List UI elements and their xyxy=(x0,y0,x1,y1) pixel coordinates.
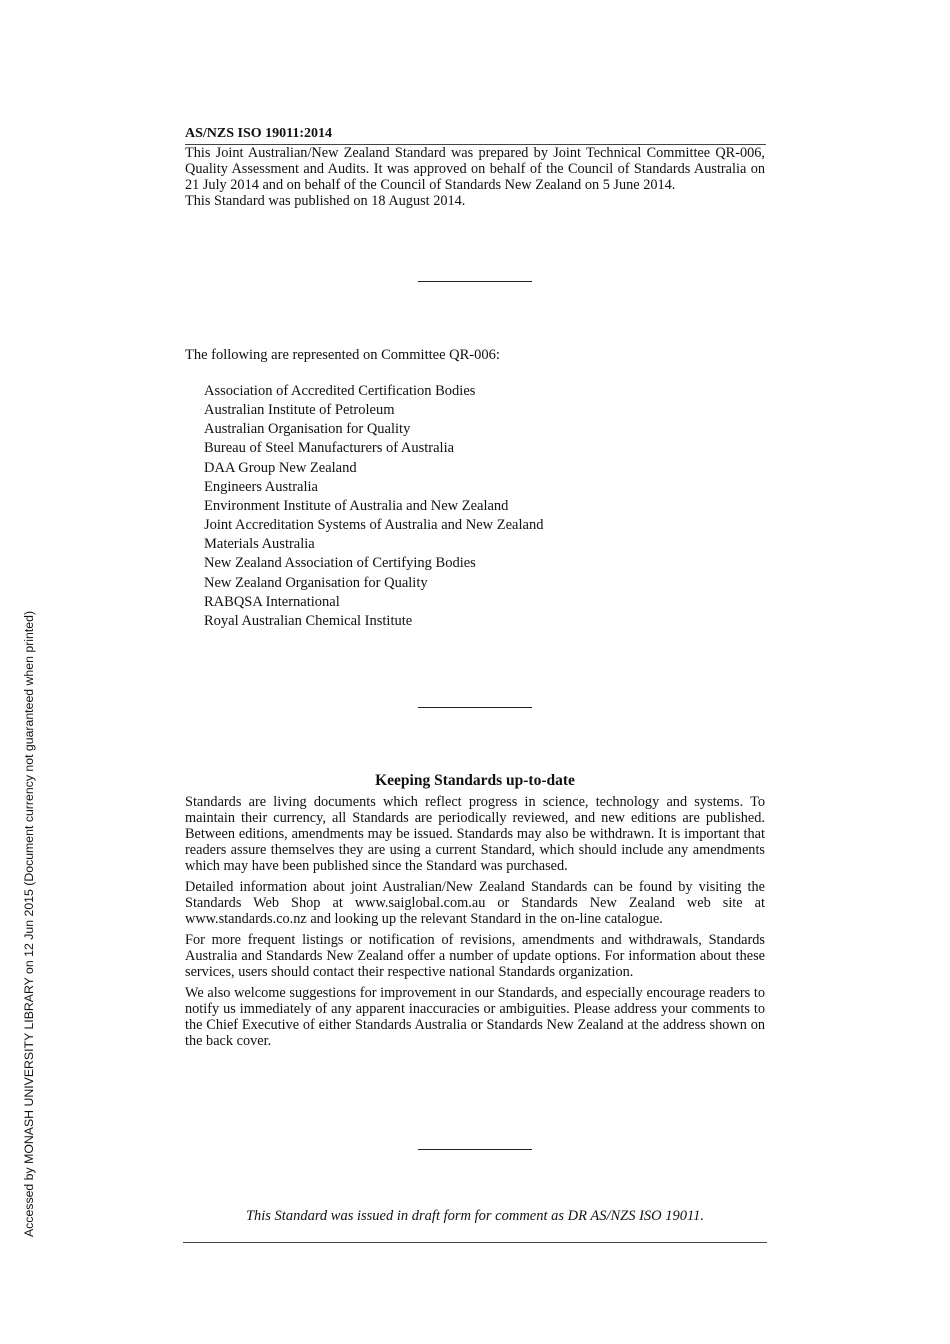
list-item: Bureau of Steel Manufacturers of Australia xyxy=(204,440,455,457)
section-divider xyxy=(418,281,532,282)
list-item: Royal Australian Chemical Institute xyxy=(204,612,413,629)
body-paragraph: We also welcome suggestions for improvement in our Standards, and especially encourage readers to notify us immediately of any apparent inaccuracies or ambiguities. Please address your comments to the Chief Executive of either Standards Australia or Standards New Zealand at the address shown on the back cover. xyxy=(185,985,765,1049)
list-item: New Zealand Association of Certifying Bodies xyxy=(204,555,476,572)
publication-date: This Standard was published on 18 August 2014. xyxy=(185,193,466,209)
draft-note: This Standard was issued in draft form for comment as DR AS/NZS ISO 19011. xyxy=(245,1208,705,1224)
list-item: Australian Institute of Petroleum xyxy=(204,402,395,419)
list-item: Association of Accredited Certification Bodies xyxy=(204,383,476,399)
list-item: Materials Australia xyxy=(204,536,315,553)
section-divider xyxy=(418,1149,532,1150)
committee-intro: The following are represented on Committee QR-006: xyxy=(185,347,500,363)
list-item: Joint Accreditation Systems of Australia and New Zealand xyxy=(204,517,544,534)
standard-code: AS/NZS ISO 19011:2014 xyxy=(185,126,333,141)
list-item: Engineers Australia xyxy=(204,478,318,495)
list-item: Environment Institute of Australia and New Zealand xyxy=(204,497,509,514)
body-paragraph: Detailed information about joint Australian/New Zealand Standards can be found by visiting the Standards Web Shop at www.saiglobal.com.au or Standards New Zealand web site at www.standards.co.nz and looking up the relevant Standard in the on-line catalogue. xyxy=(185,879,765,927)
footer-rule xyxy=(183,1242,767,1243)
keeping-up-to-date-body xyxy=(185,794,765,1054)
keeping-up-to-date-heading: Keeping Standards up-to-date xyxy=(375,772,575,789)
body-paragraph: Standards are living documents which reflect progress in science, technology and systems. To maintain their currency, all Standards are periodically reviewed, and new editions are published. Between editions, amendments may be issued. Standards may also be withdrawn. It is important that readers assure themselves they are using a current Standard, which should include any amendments which may have been published since the Standard was purchased. xyxy=(185,794,765,874)
list-item: DAA Group New Zealand xyxy=(204,459,357,476)
access-watermark: Accessed by MONASH UNIVERSITY LIBRARY on 12 Jun 2015 (Document currency not guaranteed when printed) xyxy=(22,610,36,1238)
list-item: New Zealand Organisation for Quality xyxy=(204,574,428,591)
list-item: Australian Organisation for Quality xyxy=(204,421,411,438)
committee-member-list xyxy=(204,382,543,631)
approval-section xyxy=(185,145,765,209)
approval-paragraph: This Joint Australian/New Zealand Standard was prepared by Joint Technical Committee QR-006, Quality Assessment and Audits. It was approved on behalf of the Council of Standards Australia on 21 July 2014 and on behalf of the Council of Standards New Zealand on 5 June 2014. xyxy=(185,145,765,193)
body-paragraph: For more frequent listings or notification of revisions, amendments and withdrawals, Standards Australia and Standards New Zealand offer a number of update options. For information about these services, users should contact their respective national Standards organization. xyxy=(185,932,765,980)
list-item: RABQSA International xyxy=(204,593,340,610)
section-divider xyxy=(418,707,532,708)
